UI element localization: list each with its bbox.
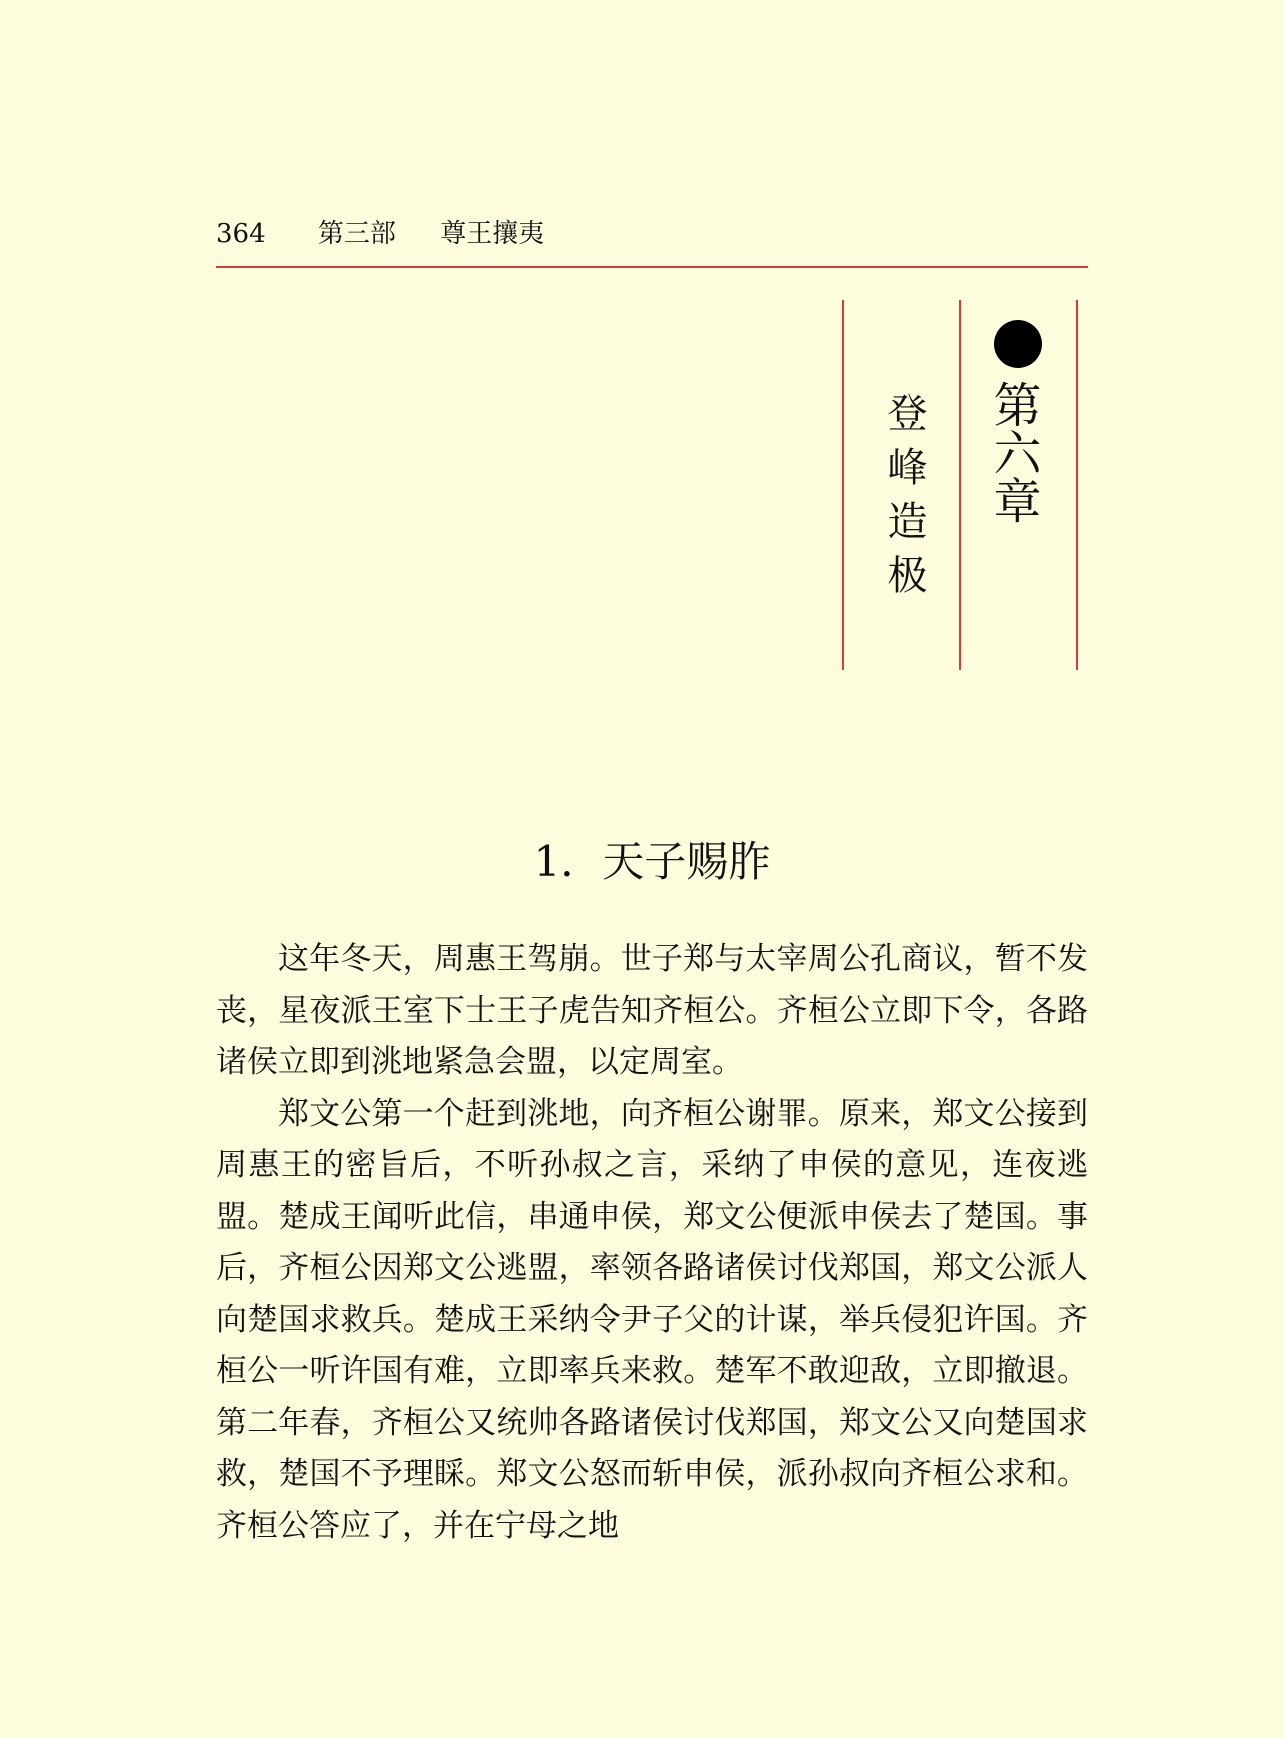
part-title: 尊王攘夷 [440,219,545,249]
paragraph: 这年冬天，周惠王驾崩。世子郑与太宰周公孔商议，暂不发丧，星夜派王室下士王子虎告知齐桓公。齐桓公立即下令，各路诸侯立即到洮地紧急会盟，以定周室。 [216,941,1088,1080]
chapter-right-rule [1076,300,1078,670]
page-number: 364 [216,219,266,249]
chapter-bullet-icon [994,320,1042,368]
chapter-middle-rule [959,300,961,670]
paragraph: 郑文公第一个赶到洮地，向齐桓公谢罪。原来，郑文公接到周惠王的密旨后，不听孙叔之言，采纳了申侯的意见，连夜逃盟。楚成王闻听此信，串通申侯，郑文公便派申侯去了楚国。事后，齐桓公因郑文公逃盟，率领各路诸侯讨伐郑国，郑文公派人向楚国求救兵。楚成王采纳令尹子父的计谋，举兵侵犯许国。齐桓公一听许国有难，立即率兵来救。楚军不敢迎敌，立即撤退。第二年春，齐桓公又统帅各路诸侯讨伐郑国，郑文公又向楚国求救，楚国不予理睬。郑文公怒而斩申侯，派孙叔向齐桓公求和。齐桓公答应了，并在宁母之地 [216,1095,1088,1544]
chapter-number: 第六章 [985,380,1041,524]
section-heading: 1．天子赐胙 [533,837,771,886]
body-text [216,934,1088,1552]
chapter-left-rule [842,300,844,670]
running-header [216,216,1086,252]
chapter-title: 登峰造极 [881,392,927,608]
header-rule [216,266,1088,268]
part-label: 第三部 [317,219,396,249]
